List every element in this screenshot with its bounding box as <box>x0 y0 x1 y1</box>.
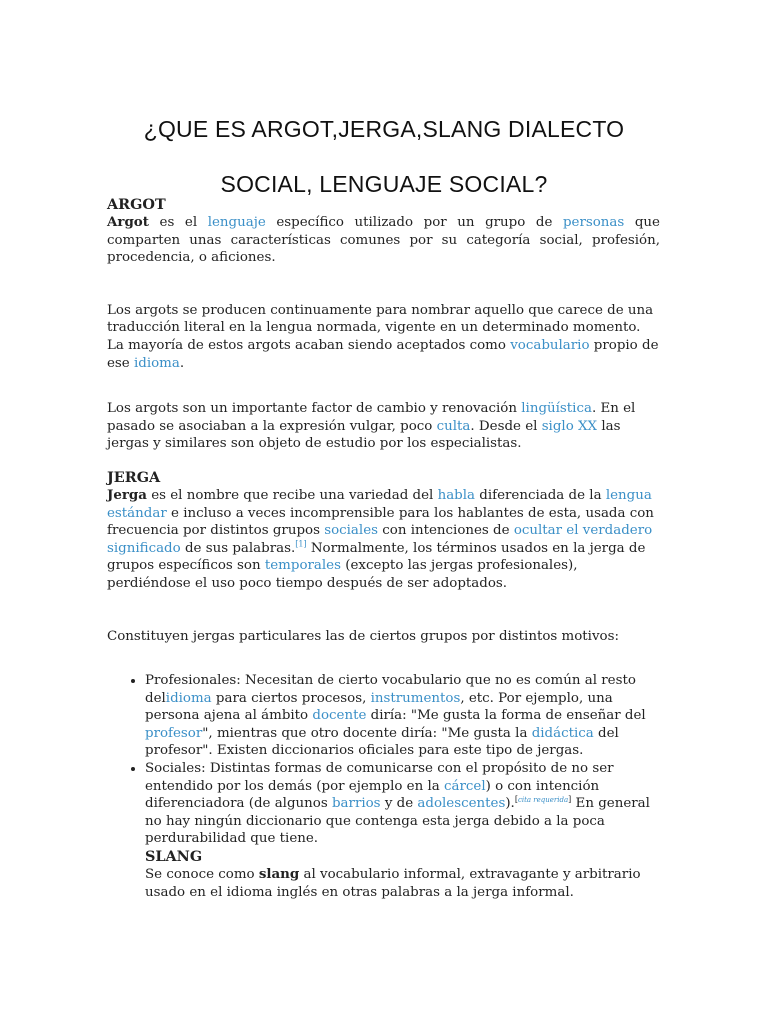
document-title-line-1: ¿QUE ES ARGOT,JERGA,SLANG DIALECTO <box>143 116 625 142</box>
link-profesor[interactable]: profesor <box>145 725 203 741</box>
text: que comparten unas características comunes por su categoría social, profesión, procedencia, o aficiones. <box>107 215 660 266</box>
link-carcel[interactable]: cárcel <box>444 778 486 794</box>
text: Los argots se producen continuamente para nombrar aquello que carece de una traducción literal en la lengua normada, vigente en un determinado momento. La mayoría de estos argots acaban siendo aceptados como <box>107 302 654 353</box>
link-sociales[interactable]: sociales <box>324 523 378 539</box>
text: diría: "Me gusta la forma de enseñar del <box>366 708 646 724</box>
jerga-paragraph-2: Constituyen jergas particulares las de ciertos grupos por distintos motivos: <box>107 628 619 644</box>
slang-heading: SLANG <box>145 848 203 866</box>
slang-term: slang <box>258 866 300 883</box>
text: diferenciada de la <box>475 487 606 503</box>
argot-paragraph-1 <box>107 214 660 267</box>
link-habla[interactable]: habla <box>437 487 476 503</box>
link-instrumentos[interactable]: instrumentos <box>370 690 461 706</box>
text: e incluso a veces incomprensible para los hablantes de esta, usada con frecuencia por distintos grupos <box>107 505 654 539</box>
text: ) o con intención diferenciadora (de algunos <box>145 778 600 812</box>
text: propio de ese <box>107 337 659 371</box>
text: Sociales: Distintas formas de comunicarse con el propósito de no ser entendido por los demás (por ejemplo en la <box>145 761 614 794</box>
text: ", mientras que otro docente diría: "Me gusta la <box>202 725 532 741</box>
link-siglo-xx[interactable]: siglo XX <box>541 418 598 434</box>
link-lengua-estandar[interactable]: lengua estándar <box>107 487 652 521</box>
text: y de <box>380 796 418 812</box>
jerga-paragraph-1 <box>107 487 660 593</box>
list-item-sociales <box>145 760 660 901</box>
argot-term: Argot <box>107 214 149 230</box>
text: las jergas y similares son objeto de estudio por los especialistas. <box>107 418 621 452</box>
list-item-profesionales <box>145 672 660 760</box>
text: Profesionales: Necesitan de cierto vocabulario que no es común al resto del <box>145 673 636 706</box>
link-didactica[interactable]: didáctica <box>531 725 594 741</box>
argot-paragraph-2 <box>107 302 660 372</box>
text: al vocabulario informal, extravagante y arbitrario usado en el idioma inglés en otras palabras a la jerga informal. <box>145 867 641 900</box>
document-title-line-2: SOCIAL, LENGUAJE SOCIAL? <box>220 171 548 197</box>
text: de sus palabras. <box>180 540 296 556</box>
text: Normalmente, los términos usados en la jerga de grupos específicos son <box>107 540 646 574</box>
argot-paragraph-3 <box>107 400 660 453</box>
text: específico utilizado por un grupo de <box>265 215 563 230</box>
link-ocultar-significado[interactable]: ocultar el verdadero significado <box>107 523 653 556</box>
text: con intenciones de <box>378 523 514 539</box>
slang-section <box>145 848 660 901</box>
text: . En el pasado se asociaban a la expresión vulgar, poco <box>107 401 636 434</box>
argot-heading: ARGOT <box>107 196 166 213</box>
text: , etc. Por ejemplo, una persona ajena al ámbito <box>145 690 613 724</box>
link-idioma-2[interactable]: idioma <box>165 690 212 706</box>
link-vocabulario[interactable]: vocabulario <box>510 337 590 353</box>
link-personas[interactable]: personas <box>562 215 625 230</box>
link-linguistica[interactable]: lingüística <box>521 401 592 417</box>
link-lenguaje[interactable]: lenguaje <box>207 215 266 230</box>
text: . <box>179 355 185 371</box>
link-barrios[interactable]: barrios <box>331 796 381 812</box>
jerga-heading: JERGA <box>107 468 161 486</box>
citation-needed[interactable]: [cita requerida] <box>514 794 572 804</box>
slang-paragraph <box>145 866 660 901</box>
link-temporales[interactable]: temporales <box>264 558 341 574</box>
link-adolescentes[interactable]: adolescentes <box>417 796 506 812</box>
text: para ciertos procesos, <box>211 690 371 706</box>
jerga-term: Jerga <box>107 486 147 503</box>
text: del profesor". Existen diccionarios oficiales para este tipo de jergas. <box>145 725 619 759</box>
document-body <box>107 196 660 901</box>
text: es el nombre que recibe una variedad del <box>146 487 438 503</box>
link-culta[interactable]: culta <box>436 418 471 434</box>
jerga-types-list <box>107 672 660 901</box>
text: . Desde el <box>470 418 542 434</box>
text: Los argots son un importante factor de cambio y renovación <box>107 401 522 417</box>
text: es el <box>148 215 208 230</box>
text: Se conoce como <box>145 867 259 883</box>
link-idioma[interactable]: idioma <box>133 355 180 371</box>
citation-needed-label[interactable]: cita requerida <box>517 795 569 804</box>
text: (excepto las jergas profesionales), perdiéndose el uso poco tiempo después de ser adoptados. <box>107 558 578 591</box>
reference-1[interactable]: [1] <box>295 539 307 549</box>
text: En general no hay ningún diccionario que contenga esta jerga debido a la poca perdurabilidad que tiene. <box>145 796 650 847</box>
link-docente[interactable]: docente <box>312 708 367 724</box>
text: ). <box>505 796 515 812</box>
